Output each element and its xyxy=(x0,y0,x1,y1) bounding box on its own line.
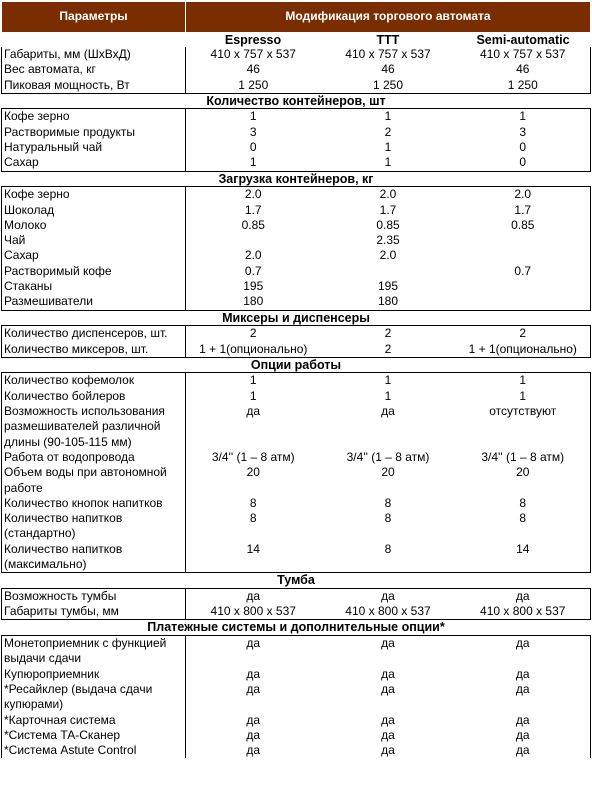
row-value: 180 xyxy=(377,294,399,309)
model-name: Semi-automatic xyxy=(476,33,570,47)
row-value: 0.85 xyxy=(241,217,265,232)
row-label: Количество диспенсеров, шт. xyxy=(2,326,186,342)
row-label: Пиковая мощность, Вт xyxy=(2,78,186,94)
row-value: 2 xyxy=(384,326,392,341)
row-value: да xyxy=(456,588,591,604)
row-value: 1 xyxy=(384,155,392,170)
row-value: 195 xyxy=(377,279,399,294)
row-label: Возможность тумбы xyxy=(2,588,186,604)
row-value: 2.35 xyxy=(376,233,400,248)
table-row xyxy=(2,279,591,294)
section-title: Опции работы xyxy=(2,357,591,373)
row-value: да xyxy=(381,681,395,696)
row-label: Молоко xyxy=(2,218,186,233)
row-value: да xyxy=(456,743,591,758)
table-row xyxy=(2,373,591,389)
row-label: Объем воды при автономной работе xyxy=(2,465,186,496)
row-label: Натуральный чай xyxy=(2,140,186,155)
row-value: 410 x 800 x 537 xyxy=(456,604,591,620)
section-header-row xyxy=(2,310,591,326)
row-value xyxy=(456,233,591,248)
section-header-row xyxy=(2,573,591,589)
row-value: 3/4'' (1 – 8 атм) xyxy=(346,449,430,464)
row-value: 1.7 xyxy=(244,202,262,217)
section-header-row xyxy=(2,357,591,373)
row-label: *Карточная система xyxy=(2,713,186,728)
table-row xyxy=(2,389,591,404)
table-row xyxy=(2,588,591,604)
table-row xyxy=(2,604,591,620)
row-value: да xyxy=(456,728,591,743)
row-value: 1 250 xyxy=(372,77,404,92)
row-value: 0 xyxy=(249,140,257,155)
row-value: 3 xyxy=(249,124,257,139)
row-value: 0.85 xyxy=(376,217,400,232)
model-name: Espresso xyxy=(224,33,282,47)
row-value: 8 xyxy=(456,496,591,511)
header-row xyxy=(2,2,591,33)
row-value: да xyxy=(246,727,261,742)
row-value: 0 xyxy=(456,155,591,171)
row-value: да xyxy=(381,636,395,651)
row-label: Монетоприемник с функцией выдачи сдачи xyxy=(2,636,186,667)
table-row xyxy=(2,465,591,496)
row-label: Вес автомата, кг xyxy=(2,62,186,77)
table-row xyxy=(2,713,591,728)
row-value: 2.0 xyxy=(244,187,262,202)
table-row xyxy=(2,511,591,542)
row-value: 410 x 757 x 537 xyxy=(210,47,296,61)
row-value: да xyxy=(246,404,261,419)
row-value: 20 xyxy=(456,465,591,496)
row-value: да xyxy=(246,712,261,727)
row-value: 8 xyxy=(384,495,392,510)
table-row xyxy=(2,636,591,667)
row-value: 195 xyxy=(243,279,264,294)
row-value: да xyxy=(246,588,261,603)
row-value: 1 xyxy=(384,140,392,155)
row-label: Количество миксеров, шт. xyxy=(2,342,186,358)
header-modification-cell: Модификация торгового автомата xyxy=(186,2,591,33)
table-row xyxy=(2,140,591,155)
row-value: 2.0 xyxy=(379,187,397,202)
row-value: 14 xyxy=(246,541,260,556)
row-label: Чай xyxy=(2,233,186,248)
row-value: 1 250 xyxy=(456,78,591,94)
row-value: 2.0 xyxy=(379,248,397,263)
row-value: да xyxy=(381,727,395,742)
section-title: Миксеры и диспенсеры xyxy=(2,310,591,326)
row-value: 46 xyxy=(381,62,395,77)
row-value: 46 xyxy=(246,62,260,77)
row-value: 1 xyxy=(456,109,591,125)
row-value: 20 xyxy=(381,465,395,480)
table-row xyxy=(2,155,591,171)
row-label: Возможность использования размешивателей различной длины (90-105-115 мм) xyxy=(2,404,186,450)
table-row xyxy=(2,125,591,140)
row-value: 1.7 xyxy=(456,203,591,218)
row-value: да xyxy=(381,588,395,603)
row-label: Количество кофемолок xyxy=(2,373,186,389)
row-value: 3/4'' (1 – 8 атм) xyxy=(211,449,295,464)
row-value: да xyxy=(456,636,591,667)
row-value: 1 xyxy=(456,373,591,389)
row-value: 1 + 1(опционально) xyxy=(456,342,591,358)
row-value: да xyxy=(246,666,261,681)
table-row xyxy=(2,47,591,62)
row-value: 0 xyxy=(456,140,591,155)
row-value: 1 xyxy=(384,109,392,124)
row-label: Стаканы xyxy=(2,279,186,294)
models-row xyxy=(2,33,591,48)
header-param-cell: Параметры xyxy=(2,2,186,33)
row-value: 1 xyxy=(249,109,257,124)
row-value xyxy=(456,279,591,294)
table-row xyxy=(2,450,591,465)
row-value: 0.7 xyxy=(244,263,262,278)
row-value xyxy=(456,294,591,310)
table-row xyxy=(2,342,591,358)
table-row xyxy=(2,233,591,248)
row-label: Кофе зерно xyxy=(2,187,186,203)
section-header-row xyxy=(2,93,591,109)
row-value: да xyxy=(456,713,591,728)
row-value: 46 xyxy=(456,62,591,77)
row-label: *Ресайклер (выдача сдачи купюрами) xyxy=(2,682,186,713)
row-label: Габариты, мм (ШхВхД) xyxy=(2,47,186,62)
section-title: Тумба xyxy=(2,573,591,589)
table-row xyxy=(2,542,591,573)
row-label: Сахар xyxy=(2,248,186,263)
row-value xyxy=(456,248,591,263)
row-label: *Система Astute Control xyxy=(2,743,186,758)
row-value: да xyxy=(381,743,395,758)
row-value: да xyxy=(381,712,395,727)
row-label: Работа от водопровода xyxy=(2,450,186,465)
row-value: 20 xyxy=(246,465,260,480)
row-value: 2 xyxy=(456,326,591,342)
row-label: *Система ТА-Сканер xyxy=(2,728,186,743)
row-value: 14 xyxy=(456,542,591,573)
row-value: да xyxy=(456,682,591,713)
row-value: да xyxy=(246,743,261,758)
row-value: да xyxy=(381,404,395,419)
section-title: Количество контейнеров, шт xyxy=(2,93,591,109)
row-value: 1 xyxy=(384,388,392,403)
row-label: Купюроприемник xyxy=(2,667,186,682)
row-label: Сахар xyxy=(2,155,186,171)
row-value: 1 + 1(опционально) xyxy=(199,341,308,356)
row-value: 3/4'' (1 – 8 атм) xyxy=(456,450,591,465)
model-name: TTT xyxy=(376,33,400,47)
row-value: отсутствуют xyxy=(456,404,591,450)
spec-table xyxy=(1,1,591,758)
table-row xyxy=(2,109,591,125)
row-value: 180 xyxy=(243,294,264,309)
table-row xyxy=(2,78,591,94)
row-label: Растворимые продукты xyxy=(2,125,186,140)
row-value: 1 xyxy=(249,155,257,170)
row-value: 1 xyxy=(456,389,591,404)
row-value: да xyxy=(456,667,591,682)
row-value: 2 xyxy=(384,124,392,139)
section-header-row xyxy=(2,620,591,636)
section-header-row xyxy=(2,171,591,187)
row-value: 8 xyxy=(249,511,257,526)
row-label: Размешиватели xyxy=(2,294,186,310)
table-row xyxy=(2,667,591,682)
row-label: Количество напитков (стандартно) xyxy=(2,511,186,542)
models-empty-cell xyxy=(2,33,186,48)
table-row xyxy=(2,294,591,310)
row-label: Шоколад xyxy=(2,203,186,218)
row-value: 8 xyxy=(384,511,392,526)
table-row xyxy=(2,203,591,218)
row-label: Количество напитков (максимально) xyxy=(2,542,186,573)
row-value: 1 250 xyxy=(238,77,269,92)
row-value: 2 xyxy=(384,341,392,356)
table-row xyxy=(2,264,591,279)
row-value xyxy=(321,264,456,279)
section-title: Загрузка контейнеров, кг xyxy=(2,171,591,187)
row-value: да xyxy=(381,666,395,681)
row-value: 410 x 757 x 537 xyxy=(345,47,431,61)
row-value: 410 x 800 x 537 xyxy=(345,604,431,619)
section-title: Платежные системы и дополнительные опции* xyxy=(2,620,591,636)
row-value: 8 xyxy=(456,511,591,542)
row-value: 2 xyxy=(249,326,257,341)
table-body xyxy=(2,47,591,758)
table-row xyxy=(2,682,591,713)
table-row xyxy=(2,404,591,450)
row-value: 410 x 800 x 537 xyxy=(210,604,296,619)
table-row xyxy=(2,743,591,758)
row-value: 1 xyxy=(249,373,257,388)
row-value: 410 x 757 x 537 xyxy=(456,47,591,62)
table-row xyxy=(2,248,591,263)
table-row xyxy=(2,62,591,77)
row-value: 8 xyxy=(384,541,392,556)
row-value: 8 xyxy=(249,495,257,510)
row-label: Количество бойлеров xyxy=(2,389,186,404)
row-label: Растворимый кофе xyxy=(2,264,186,279)
row-value: 1 xyxy=(384,373,392,388)
row-value: 1 xyxy=(249,388,257,403)
table-row xyxy=(2,496,591,511)
table-row xyxy=(2,326,591,342)
row-value: 2.0 xyxy=(244,248,262,263)
row-value: 3 xyxy=(456,125,591,140)
row-value: да xyxy=(246,636,261,651)
table-row xyxy=(2,218,591,233)
row-value: 1.7 xyxy=(379,202,397,217)
table-row xyxy=(2,728,591,743)
row-value xyxy=(186,233,321,248)
table-row xyxy=(2,187,591,203)
row-label: Габариты тумбы, мм xyxy=(2,604,186,620)
row-value: 2.0 xyxy=(456,187,591,203)
row-label: Кофе зерно xyxy=(2,109,186,125)
row-label: Количество кнопок напитков xyxy=(2,496,186,511)
row-value: 0.7 xyxy=(456,264,591,279)
row-value: да xyxy=(246,681,261,696)
row-value: 0.85 xyxy=(456,218,591,233)
